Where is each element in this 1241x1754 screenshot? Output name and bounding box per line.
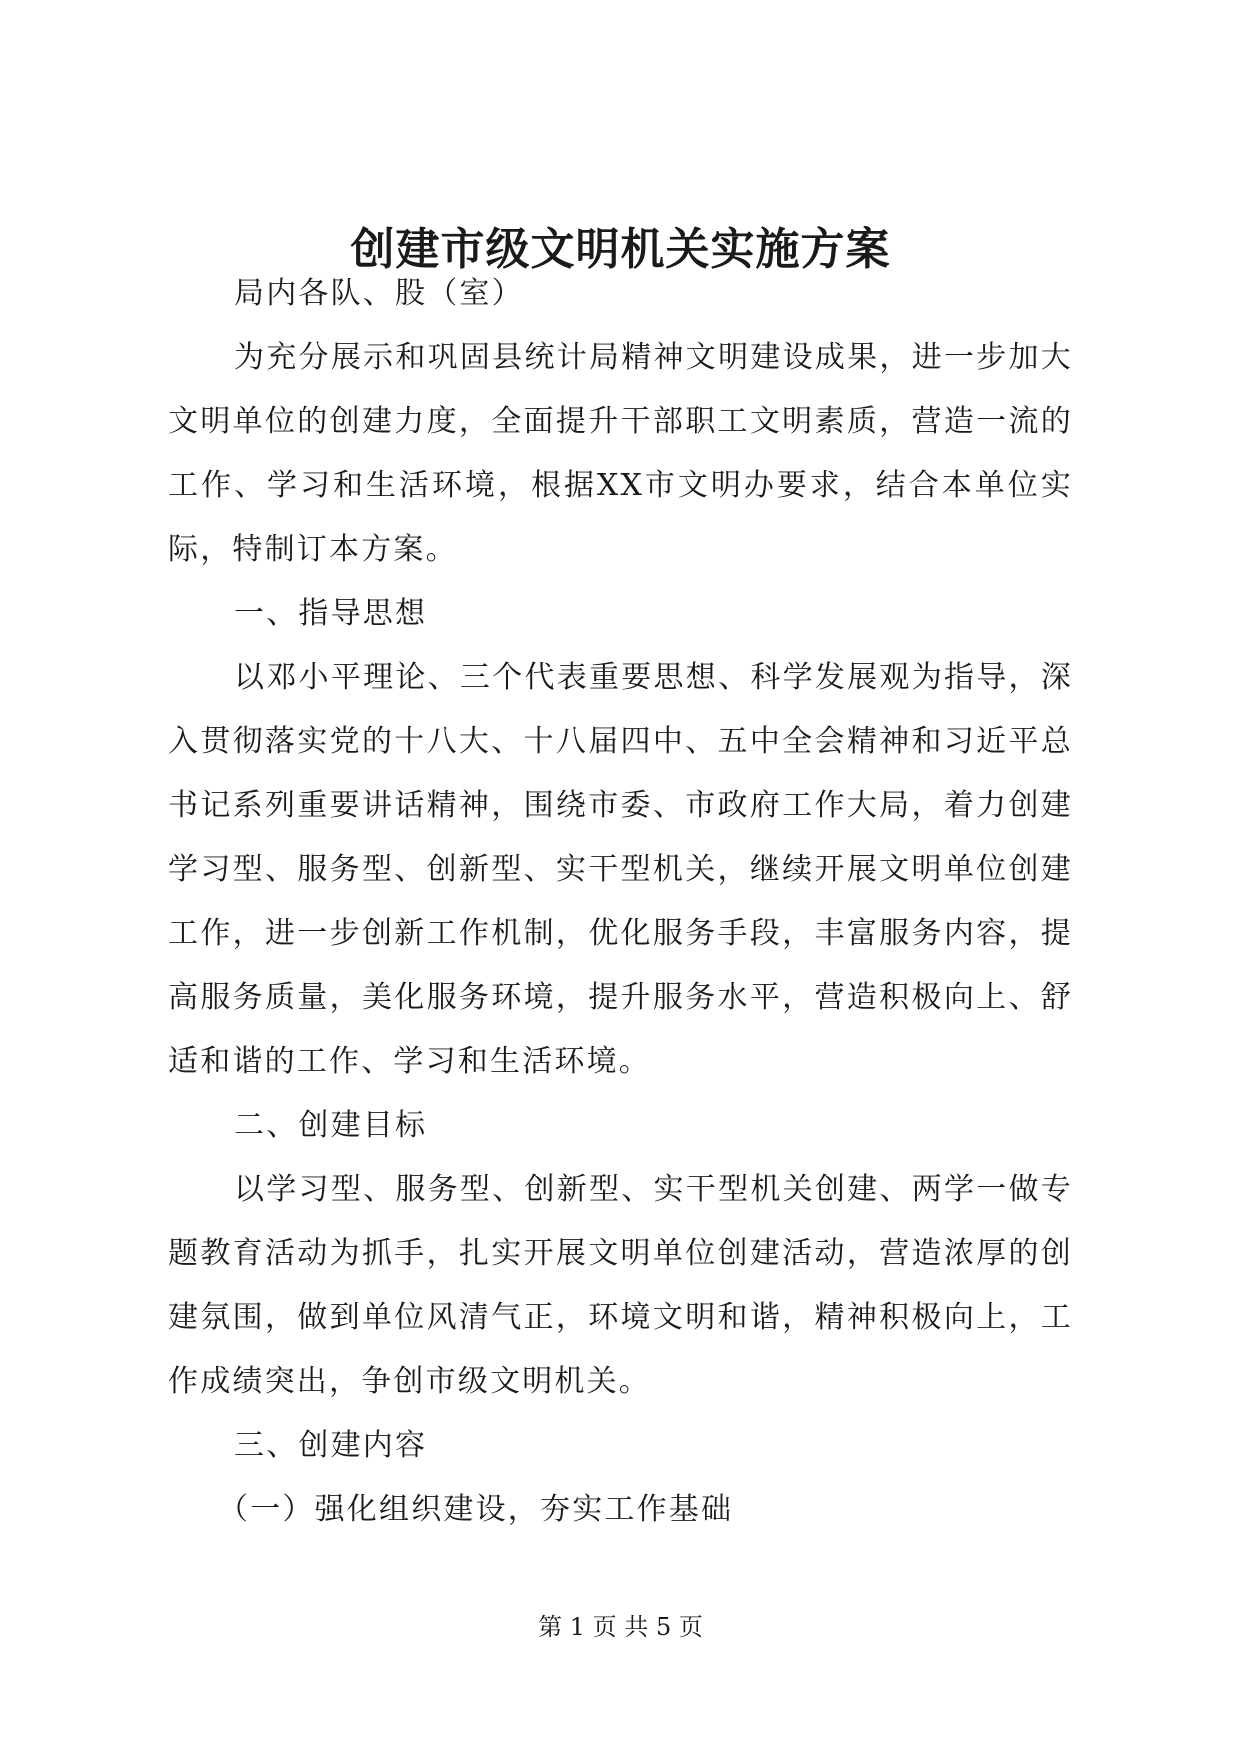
section-heading-content: 三、创建内容 <box>234 1428 428 1463</box>
section-heading-guiding-thought: 一、指导思想 <box>234 596 428 631</box>
subsection-heading-organization: （一）强化组织建设，夯实工作基础 <box>218 1492 734 1527</box>
document-title: 创建市级文明机关实施方案 <box>350 224 891 275</box>
intro-paragraph: 为充分展示和巩固县统计局精神文明建设成果，进一步加大文明单位的创建力度，全面提升干部职工文明素质，营造一流的工作、学习和生活环境，根据XX市文明办要求，结合本单位实际，特制订本方案。 <box>168 340 1073 567</box>
document-body <box>168 262 1073 1542</box>
page-footer: 第 1 页 共 5 页 <box>538 1613 703 1641</box>
salutation: 局内各队、股（室） <box>234 276 524 311</box>
guiding-thought-paragraph: 以邓小平理论、三个代表重要思想、科学发展观为指导，深入贯彻落实党的十八大、十八届四中、五中全会精神和习近平总书记系列重要讲话精神，围绕市委、市政府工作大局，着力创建学习型、服务型、创新型、实干型机关，继续开展文明单位创建工作，进一步创新工作机制，优化服务手段，丰富服务内容，提高服务质量，美化服务环境，提升服务水平，营造积极向上、舒适和谐的工作、学习和生活环境。 <box>168 660 1073 1079</box>
goals-paragraph: 以学习型、服务型、创新型、实干型机关创建、两学一做专题教育活动为抓手，扎实开展文明单位创建活动，营造浓厚的创建氛围，做到单位风清气正，环境文明和谐，精神积极向上，工作成绩突出，争创市级文明机关。 <box>168 1172 1073 1399</box>
section-heading-goals: 二、创建目标 <box>234 1108 428 1143</box>
